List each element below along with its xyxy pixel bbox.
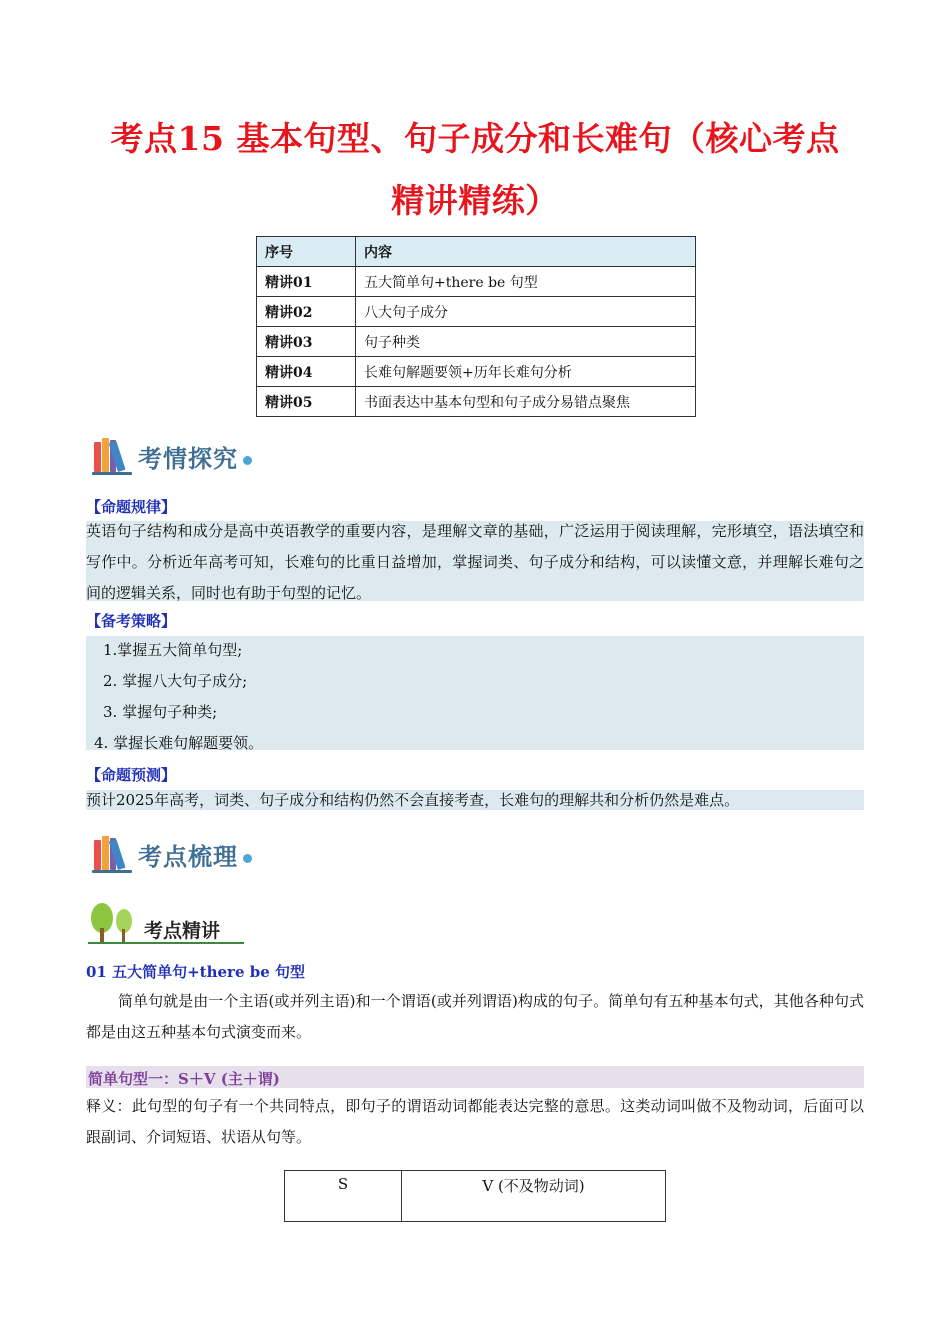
list-item: 4. 掌握长难句解题要领。 — [94, 734, 264, 752]
bullet-dot-icon — [243, 854, 252, 863]
section-banner-lecture — [88, 900, 248, 948]
lecture-intro: 简单句就是由一个主语(或并列主语)和一个谓语(或并列谓语)构成的句子。简单句有五种基本句式，其他各种句式都是由这五种基本句式演变而来。 — [86, 992, 864, 1041]
rules-label: 【命题规律】 — [86, 498, 177, 516]
forecast-text: 预计2025年高考，词类、句子成分和结构仍然不会直接考查，长难句的理解共和分析仍然是难点。 — [86, 791, 740, 809]
page-title — [60, 108, 890, 232]
bullet-dot-icon — [243, 456, 252, 465]
toc-header-row — [257, 237, 696, 267]
books-icon — [92, 436, 136, 476]
title-line-1: 考点15 基本句型、句子成分和长难句（核心考点 — [110, 119, 840, 158]
rules-text: 英语句子结构和成分是高中英语教学的重要内容，是理解文章的基础，广泛运用于阅读理解，完形填空，语法填空和写作中。分析近年高考可知，长难句的比重日益增加，掌握词类、句子成分和结构，可以读懂文意，并理解长难句之间的逻辑关系，同时也有助于句型的记忆。 — [86, 522, 864, 602]
pattern-description: 释义：此句型的句子有一个共同特点，即句子的谓语动词都能表达完整的意思。这类动词叫做不及物动词，后面可以跟副词、介词短语、状语从句等。 — [86, 1097, 864, 1146]
table-row — [257, 297, 696, 327]
forecast-label: 【命题预测】 — [86, 766, 177, 784]
list-item: 2. 掌握八大句子成分; — [103, 672, 248, 690]
toc-cell-content: 长难句解题要领+历年长难句分析 — [356, 357, 696, 387]
toc-header-number: 序号 — [257, 237, 356, 267]
table-row — [257, 327, 696, 357]
table-row — [257, 357, 696, 387]
toc-cell-content: 五大简单句+there be 句型 — [356, 267, 696, 297]
toc-cell-number: 精讲03 — [257, 327, 356, 357]
section-banner-exam-analysis — [92, 434, 252, 478]
banner-underline — [88, 942, 244, 944]
toc-header-content: 内容 — [356, 237, 696, 267]
toc-cell-content: 八大句子成分 — [356, 297, 696, 327]
table-row — [257, 387, 696, 417]
section-banner-text: 考情探究 — [138, 444, 238, 473]
table-row — [285, 1171, 666, 1222]
books-icon — [92, 834, 136, 874]
table-cell-verb: V (不及物动词) — [402, 1171, 666, 1222]
toc-cell-content: 句子种类 — [356, 327, 696, 357]
tree-icon — [88, 900, 138, 946]
pattern-title: 简单句型一：S＋V (主＋谓) — [88, 1070, 280, 1088]
section-banner-text: 考点精讲 — [144, 920, 221, 942]
title-line-2: 精讲精练） — [391, 181, 559, 220]
section-banner-key-points — [92, 832, 252, 876]
list-item: 3. 掌握句子种类; — [103, 703, 218, 721]
table-row — [257, 267, 696, 297]
sentence-pattern-table — [284, 1170, 666, 1222]
table-cell-subject: S — [285, 1171, 402, 1222]
toc-cell-number: 精讲04 — [257, 357, 356, 387]
strategy-label: 【备考策略】 — [86, 612, 177, 630]
toc-cell-number: 精讲01 — [257, 267, 356, 297]
toc-cell-number: 精讲02 — [257, 297, 356, 327]
lecture-heading: 01 五大简单句+there be 句型 — [86, 963, 305, 981]
section-banner-text: 考点梳理 — [138, 842, 238, 871]
toc-table — [256, 236, 696, 417]
list-item: 1.掌握五大简单句型; — [103, 641, 243, 659]
toc-cell-number: 精讲05 — [257, 387, 356, 417]
toc-cell-content: 书面表达中基本句型和句子成分易错点聚焦 — [356, 387, 696, 417]
